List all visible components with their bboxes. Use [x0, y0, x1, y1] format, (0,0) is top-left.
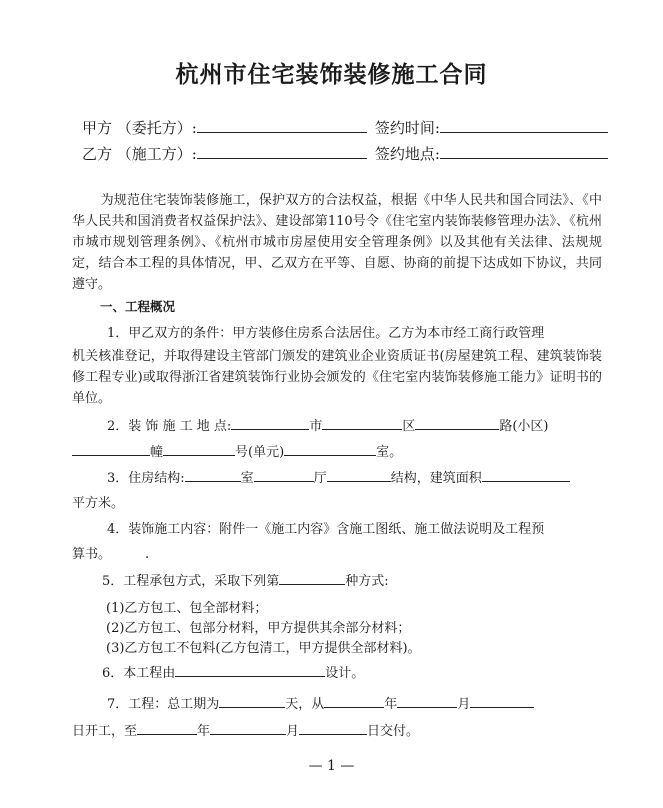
page-title: 杭州市住宅装饰装修施工合同 [175, 61, 488, 88]
item3-line1 [107, 467, 570, 486]
item2-line1 [107, 415, 549, 434]
item5-option-2: (2)乙方包工、包部分材料，甲方提供其余部分材料； [106, 621, 411, 636]
item1-line1: 1．甲乙双方的条件：甲方装修住房系合法居住。乙方为本市经工商行政管理 [107, 326, 545, 341]
party-a-blank[interactable] [197, 117, 367, 133]
item6-prefix: 6．本工程由 [102, 666, 176, 681]
item7-month-1: 月 [457, 697, 471, 712]
designer-blank[interactable] [175, 663, 325, 677]
district-blank[interactable] [415, 416, 499, 430]
item7-line1 [107, 693, 534, 712]
item2-unit: 号(单元) [235, 445, 285, 460]
item2-district: 区 [402, 419, 416, 434]
item3-structure: 结构，建筑面积 [390, 471, 482, 486]
road-blank[interactable] [72, 442, 150, 456]
structure-blank[interactable] [327, 468, 391, 482]
contract-method-blank[interactable] [279, 571, 345, 585]
item7-month-2: 月 [286, 724, 300, 739]
sign-place-label: 签约地点: [374, 145, 440, 163]
item4-line2-text: 算书。 [72, 547, 112, 562]
item6-line [102, 662, 364, 681]
item2-room: 室。 [376, 445, 403, 460]
party-b-blank[interactable] [197, 143, 367, 159]
party-a-line [82, 117, 608, 138]
sign-place-blank[interactable] [440, 143, 608, 159]
sign-time-blank[interactable] [440, 117, 608, 133]
item7-line2 [72, 720, 419, 739]
end-year-blank[interactable] [137, 721, 197, 735]
address-street-blank[interactable] [231, 416, 309, 430]
start-month-blank[interactable] [397, 694, 457, 708]
sign-time-label: 签约时间: [374, 119, 440, 137]
preamble-paragraph: 为规范住宅装饰装修施工，保护双方的合法权益，根据《中华人民共和国合同法》、《中华人民共和国消费者权益保护法》、建设部第110号令《住宅室内装饰装修管理办法》、《杭州市城市规划管理条例》、《杭州市城市房屋使用安全管理条例》以及其他有关法律、法规规定，结合本工程的具体情况，甲、乙双方在平等、自愿、协商的前提下达成如下协议，共同遵守。 [72, 193, 602, 292]
item2-road: 路(小区) [499, 419, 549, 434]
section-heading: 一、工程概况 [100, 299, 176, 314]
item7-year-1: 年 [384, 697, 398, 712]
item4-line1: 4．装饰施工内容：附件一《施工内容》含施工图纸、施工做法说明及工程预 [107, 522, 545, 537]
item2-line2 [72, 441, 402, 460]
city-blank[interactable] [322, 416, 402, 430]
end-day-blank[interactable] [299, 721, 367, 735]
item7-prefix: 7．工程：总工期为 [107, 697, 220, 712]
item2-label: 2．装 饰 施 工 地 点: [107, 419, 232, 434]
item5-line [102, 570, 389, 589]
item3-label: 3．住房结构: [107, 471, 185, 486]
party-b-line [82, 143, 608, 164]
item7-days: 天，从 [285, 697, 325, 712]
item4-mark: . [145, 547, 150, 562]
item3-rooms: 室 [240, 471, 254, 486]
start-year-blank[interactable] [324, 694, 384, 708]
party-b-label: 乙方 （施工方）: [82, 145, 197, 163]
unit-blank[interactable] [284, 442, 376, 456]
item2-city: 市 [309, 419, 323, 434]
item5-suffix: 种方式: [345, 574, 389, 589]
start-day-blank[interactable] [470, 694, 534, 708]
item2-building: 幢 [150, 445, 164, 460]
item7-start: 日开工，至 [72, 724, 138, 739]
total-days-blank[interactable] [219, 694, 285, 708]
item3-halls: 厅 [313, 471, 327, 486]
area-blank[interactable] [482, 468, 570, 482]
halls-blank[interactable] [254, 468, 314, 482]
item5-option-3: (3)乙方包工不包料(乙方包清工，甲方提供全部材料)。 [106, 641, 421, 656]
item6-suffix: 设计。 [325, 666, 365, 681]
item4-line2 [72, 543, 149, 562]
item1-rest: 机关核准登记，并取得建设主管部门颁发的建筑业企业资质证书(房屋建筑工程、建筑装饰装修工程专业)或取得浙江省建筑装饰行业协会颁发的《住宅室内装饰装修施工能力》证明书的单位。 [72, 349, 602, 406]
rooms-blank[interactable] [185, 468, 241, 482]
item7-end: 日交付。 [367, 724, 420, 739]
item5-option-1: (1)乙方包工、包全部材料； [106, 601, 268, 616]
item7-year-2: 年 [197, 724, 211, 739]
page-number: — 1 — [308, 758, 355, 774]
building-blank[interactable] [163, 442, 235, 456]
party-a-label: 甲方 （委托方）: [82, 119, 197, 137]
item5-prefix: 5．工程承包方式，采取下列第 [102, 574, 280, 589]
item3-area-unit: 平方米。 [72, 496, 125, 511]
end-month-blank[interactable] [210, 721, 286, 735]
